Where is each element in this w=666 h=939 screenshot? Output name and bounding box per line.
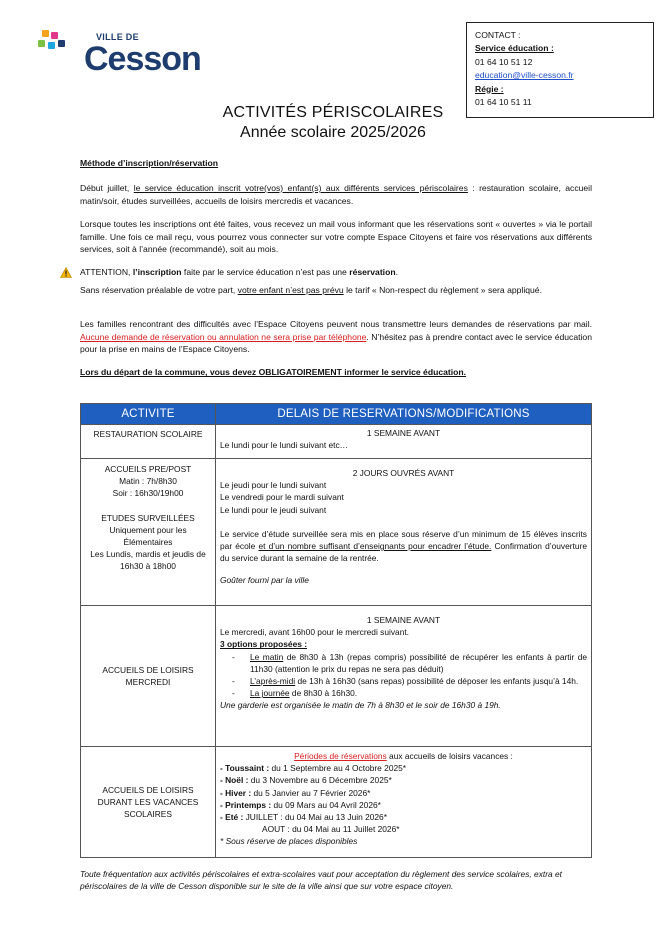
activities-table <box>80 403 592 858</box>
intro-paragraph-3: Sans réservation préalable de votre part, votre enfant n’est pas prévu le tarif « Non-respect du règlement » sera appliqué. <box>80 285 542 295</box>
row-accueils-delays: 2 JOURS OUVRÉS AVANT Le jeudi pour le lundi suivant Le vendredi pour le mardi suivant Le lundi pour le jeudi suivant Le service d’étude surveillée sera mis en place sous réserve d’un minimum de 15 élèves inscrits par école et d’un nombre suffisant d’enseignants pour encadrer l’étude. Confirmation d’ouverture du service durant la semaine de la rentrée. Goûter fourni par la ville <box>216 459 592 606</box>
table-row <box>81 425 592 459</box>
logo-cesson: Cesson <box>84 40 201 78</box>
regie-phone[interactable]: 01 64 10 51 11 <box>475 97 532 108</box>
logo-dots-icon <box>38 30 66 60</box>
row-vacances-delays: Périodes de réservations aux accueils de loisirs vacances : - Toussaint : du 1 Septembre au 4 Octobre 2025* - Noël : du 3 Novembre au 6 Décembre 2025* - Hiver : du 5 Janvier au 7 Février 2026* - Printemps : du 09 Mars au 04 Avril 2026* - Eté : JUILLET : du 04 Mai au 13 Juin 2026* AOUT : du 04 Mai au 11 Juillet 2026* * Sous réserve de places disponibles <box>216 747 592 858</box>
method-heading: Méthode d’inscription/réservation <box>80 158 218 168</box>
row-mercredi-label: ACCUEILS DE LOISIRS MERCREDI <box>81 606 216 747</box>
row-accueils-label: ACCUEILS PRE/POST Matin : 7h/8h30 Soir : 16h30/19h00 ETUDES SURVEILLÉES Uniquement pour les Élémentaires Les Lundis, mardis et jeudis de 16h30 à 18h00 <box>81 459 216 606</box>
cesson-logo <box>38 26 208 78</box>
intro-paragraph-2: Lorsque toutes les inscriptions ont été faites, vous recevez un mail vous informant que les réservations sont « ouvertes » via le portail famille. Une fois ce mail reçu, vous pourrez vous connecter sur votre compte Espace Citoyens et faire vos réservations aux différents services, soit à l’année (recommandé), soit au mois. <box>80 219 592 255</box>
warning-icon <box>60 267 72 278</box>
intro-paragraph-1: Début juillet, le service éducation inscrit votre(vos) enfant(s) aux différents services périscolaires : restauration scolaire, accueil matin/soir, études surveillées, accueils de loisirs mercredis et vacances. <box>80 183 592 206</box>
attention-paragraph: ATTENTION, l’inscription faite par le service éducation n’est pas une réservation. <box>80 267 398 277</box>
header-delais: DELAIS DE RESERVATIONS/MODIFICATIONS <box>216 404 592 425</box>
regie-label: Régie : <box>475 83 504 94</box>
table-row <box>81 606 592 747</box>
logo-ville-de: VILLE DE <box>96 32 139 42</box>
table-header-row <box>81 404 592 425</box>
table-row <box>81 747 592 858</box>
intro-paragraph-4: Les familles rencontrant des difficultés avec l’Espace Citoyens peuvent nous transmettre leurs demandes de réservations par mail. Aucune demande de réservation ou annulation ne sera prise par téléphone. N’hésitez pas à prendre contact avec le service éducation pour la prise en mains de l’Espace Citoyens. <box>80 319 592 355</box>
row-mercredi-delays: 1 SEMAINE AVANT Le mercredi, avant 16h00 pour le mercredi suivant. 3 options proposées : - Le matin de 8h30 à 13h (repas compris) possibilité de récupérer les enfants à partir de 11h30 (attention le prix du repas ne sera pas déduit) - L’après-midi de 13h à 16h30 (sans repas) possibilité de déposer les enfants jusqu’à 14h. - La journée de 8h30 à 16h30. Une garderie est organisée le matin de 7h à 8h30 et le soir de 16h30 à 19h. <box>216 606 592 747</box>
header-activite: ACTIVITE <box>81 404 216 425</box>
table-row <box>81 459 592 606</box>
page-subtitle: Année scolaire 2025/2026 <box>240 124 426 141</box>
row-restauration-delays: 1 SEMAINE AVANT Le lundi pour le lundi suivant etc… <box>216 425 592 459</box>
footnote: Toute fréquentation aux activités périscolaires et extra-scolaires vaut pour acceptation du règlement des service scolaires, extra et périscolaires de la ville de Cesson disponible sur le site de la ville ainsi que sur votre espace citoyen. <box>80 869 562 892</box>
education-phone[interactable]: 01 64 10 51 12 <box>475 56 533 67</box>
row-restauration-label: RESTAURATION SCOLAIRE <box>81 425 216 459</box>
page-title: ACTIVITÉS PÉRISCOLAIRES <box>222 104 444 121</box>
row-vacances-label: ACCUEILS DE LOISIRS DURANT LES VACANCES SCOLAIRES <box>81 747 216 858</box>
contact-heading: CONTACT : <box>475 30 521 40</box>
intro-paragraph-5: Lors du départ de la commune, vous devez OBLIGATOIREMENT informer le service éducation. <box>80 367 467 377</box>
education-label: Service éducation : <box>475 43 554 54</box>
education-email-link[interactable]: education@ville-cesson.fr <box>475 70 574 81</box>
